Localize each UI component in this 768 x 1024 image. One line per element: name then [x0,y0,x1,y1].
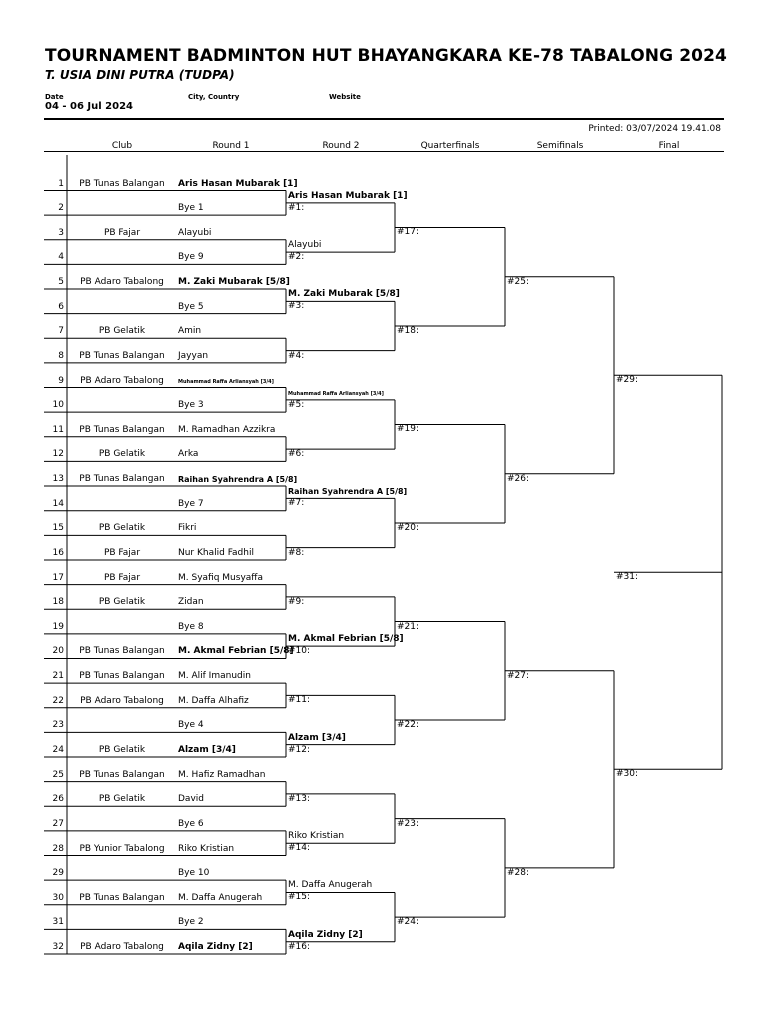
seed-number: 13 [52,474,64,485]
match-number: #4: [288,350,305,361]
player-name: M. Ramadhan Azzikra [178,424,276,435]
player-name: Bye 5 [178,301,204,312]
match-number: #6: [288,449,305,460]
match-number: #16: [288,941,311,952]
player-name: Zidan [178,597,204,608]
player-name: Jayyan [178,350,209,361]
quarterfinal-match-number: #21: [397,621,420,632]
seed-number: 20 [52,646,64,657]
player-name: Bye 7 [178,498,204,509]
seed-number: 17 [52,572,64,583]
player-name: Aris Hasan Mubarak [1] [178,178,298,189]
club-name: PB Fajar [103,572,141,583]
player-name: Bye 9 [178,252,204,263]
player-name: David [178,794,204,805]
round2-winner: Alzam [3/4] [288,732,346,743]
match-number: #2: [288,252,305,263]
seed-number: 14 [52,498,64,509]
seed-number: 26 [52,794,64,805]
city-label: City, Country [188,93,240,101]
player-name: M. Syafiq Musyaffa [178,572,263,583]
seed-number: 24 [52,744,64,755]
quarterfinal-match-number: #17: [397,227,420,238]
club-name: PB Tunas Balangan [79,474,165,485]
seed-number: 10 [52,400,64,411]
club-name: PB Gelatik [98,597,146,608]
club-name: PB Gelatik [98,326,146,337]
player-name: Fikri [178,523,197,534]
player-name: M. Akmal Febrian [5/8] [178,646,294,657]
player-name: Bye 10 [178,868,210,879]
player-name: Alayubi [178,227,212,238]
player-name: M. Daffa Alhafiz [178,695,249,706]
club-name: PB Yunior Tabalong [79,843,165,854]
date-label: Date [45,93,64,101]
club-name: PB Gelatik [98,449,146,460]
website-label: Website [329,93,361,101]
quarterfinal-match-number: #23: [397,818,420,829]
player-name: M. Zaki Mubarak [5/8] [178,277,290,288]
seed-number: 6 [58,301,64,312]
round2-winner: Raihan Syahrendra A [5/8] [288,487,408,497]
final-match-number: #31: [616,572,639,583]
player-name: Riko Kristian [178,843,235,854]
column-header-quarterfinals: Quarterfinals [420,141,480,151]
club-name: PB Tunas Balangan [79,350,165,361]
column-header-club: Club [111,141,133,151]
club-name: PB Tunas Balangan [79,892,165,903]
printed-timestamp: Printed: 03/07/2024 19.41.08 [588,124,721,134]
seed-number: 9 [58,375,64,386]
match-number: #10: [288,646,311,657]
player-name: Bye 6 [178,818,204,829]
semifinal-match-number: #26: [507,473,530,484]
player-name: Bye 1 [178,203,204,214]
seed-number: 32 [52,942,64,953]
final-match-number: #29: [616,375,639,386]
seed-number: 4 [58,252,64,263]
semifinal-match-number: #28: [507,867,530,878]
quarterfinal-match-number: #19: [397,424,420,435]
player-name: Arka [178,449,199,460]
semifinal-match-number: #25: [507,276,530,287]
seed-number: 31 [52,917,64,928]
seed-number: 7 [58,326,64,337]
club-name: PB Tunas Balangan [79,178,165,189]
date-value: 04 - 06 Jul 2024 [45,101,134,112]
final-match-number: #30: [616,769,639,780]
club-name: PB Tunas Balangan [79,424,165,435]
player-name: Nur Khalid Fadhil [178,547,254,558]
semifinal-match-number: #27: [507,670,530,681]
seed-number: 15 [52,523,64,534]
round2-winner: M. Akmal Febrian [5/8] [288,634,404,645]
seed-number: 28 [52,843,64,854]
player-name: Alzam [3/4] [178,744,236,755]
seed-number: 27 [52,818,64,829]
seed-number: 18 [52,597,64,608]
column-header-round2: Round 2 [322,141,360,151]
seed-number: 2 [58,203,64,214]
club-name: PB Tunas Balangan [79,671,165,682]
quarterfinal-match-number: #18: [397,325,420,336]
seed-number: 19 [52,621,64,632]
seed-number: 8 [58,350,64,361]
club-name: PB Adaro Tabalong [80,375,164,386]
seed-number: 12 [52,449,64,460]
match-number: #12: [288,744,311,755]
event-subtitle: T. USIA DINI PUTRA (TUDPA) [45,68,235,82]
player-name: M. Hafiz Ramadhan [178,769,266,780]
club-name: PB Adaro Tabalong [80,277,164,288]
column-header-final: Final [658,141,680,151]
match-number: #11: [288,695,311,706]
round2-winner: Riko Kristian [288,831,345,842]
club-name: PB Tunas Balangan [79,646,165,657]
player-name: Bye 2 [178,917,204,928]
seed-number: 29 [52,868,64,879]
seed-number: 22 [52,695,64,706]
quarterfinal-match-number: #22: [397,720,420,731]
club-name: PB Fajar [103,227,141,238]
column-header-round1: Round 1 [212,141,250,151]
seed-number: 23 [52,720,64,731]
player-name: Aqila Zidny [2] [178,942,253,953]
player-name: Bye 3 [178,400,204,411]
player-name: Muhammad Raffa Arliansyah [3/4] [178,378,274,385]
club-name: PB Gelatik [98,744,146,755]
page-title: TOURNAMENT BADMINTON HUT BHAYANGKARA KE-78 TABALONG 2024 [45,46,727,66]
club-name: PB Adaro Tabalong [80,695,164,706]
match-number: #14: [288,843,311,854]
seed-number: 5 [58,277,64,288]
seed-number: 11 [52,424,64,435]
quarterfinal-match-number: #20: [397,523,420,533]
match-number: #15: [288,892,311,903]
player-name: M. Alif Imanudin [178,671,251,682]
club-name: PB Fajar [103,547,141,558]
match-number: #1: [288,202,305,213]
player-name: M. Daffa Anugerah [178,892,263,903]
seed-number: 30 [52,892,64,903]
club-name: PB Gelatik [98,523,146,534]
player-name: Amin [178,326,202,337]
round2-winner: Aris Hasan Mubarak [1] [288,190,408,201]
club-name: PB Tunas Balangan [79,769,165,780]
club-name: PB Gelatik [98,794,146,805]
match-number: #8: [288,547,305,558]
match-number: #3: [288,301,305,312]
round2-winner: M. Daffa Anugerah [288,880,373,891]
player-name: Bye 4 [178,720,204,731]
round2-winner: M. Zaki Mubarak [5/8] [288,289,400,300]
seed-number: 21 [52,671,64,682]
seed-number: 3 [58,227,64,238]
player-name: Raihan Syahrendra A [5/8] [178,475,298,485]
round2-winner: Muhammad Raffa Arliansyah [3/4] [288,390,384,397]
seed-number: 16 [52,547,64,558]
player-name: Bye 8 [178,621,204,632]
round2-winner: Alayubi [288,240,322,251]
seed-number: 25 [52,769,64,780]
match-number: #5: [288,399,305,410]
quarterfinal-match-number: #24: [397,917,420,928]
match-number: #7: [288,498,305,509]
club-name: PB Adaro Tabalong [80,942,164,953]
match-number: #9: [288,596,305,607]
round2-winner: Aqila Zidny [2] [288,929,363,940]
column-header-semifinals: Semifinals [536,141,584,151]
match-number: #13: [288,793,311,804]
seed-number: 1 [58,178,64,189]
